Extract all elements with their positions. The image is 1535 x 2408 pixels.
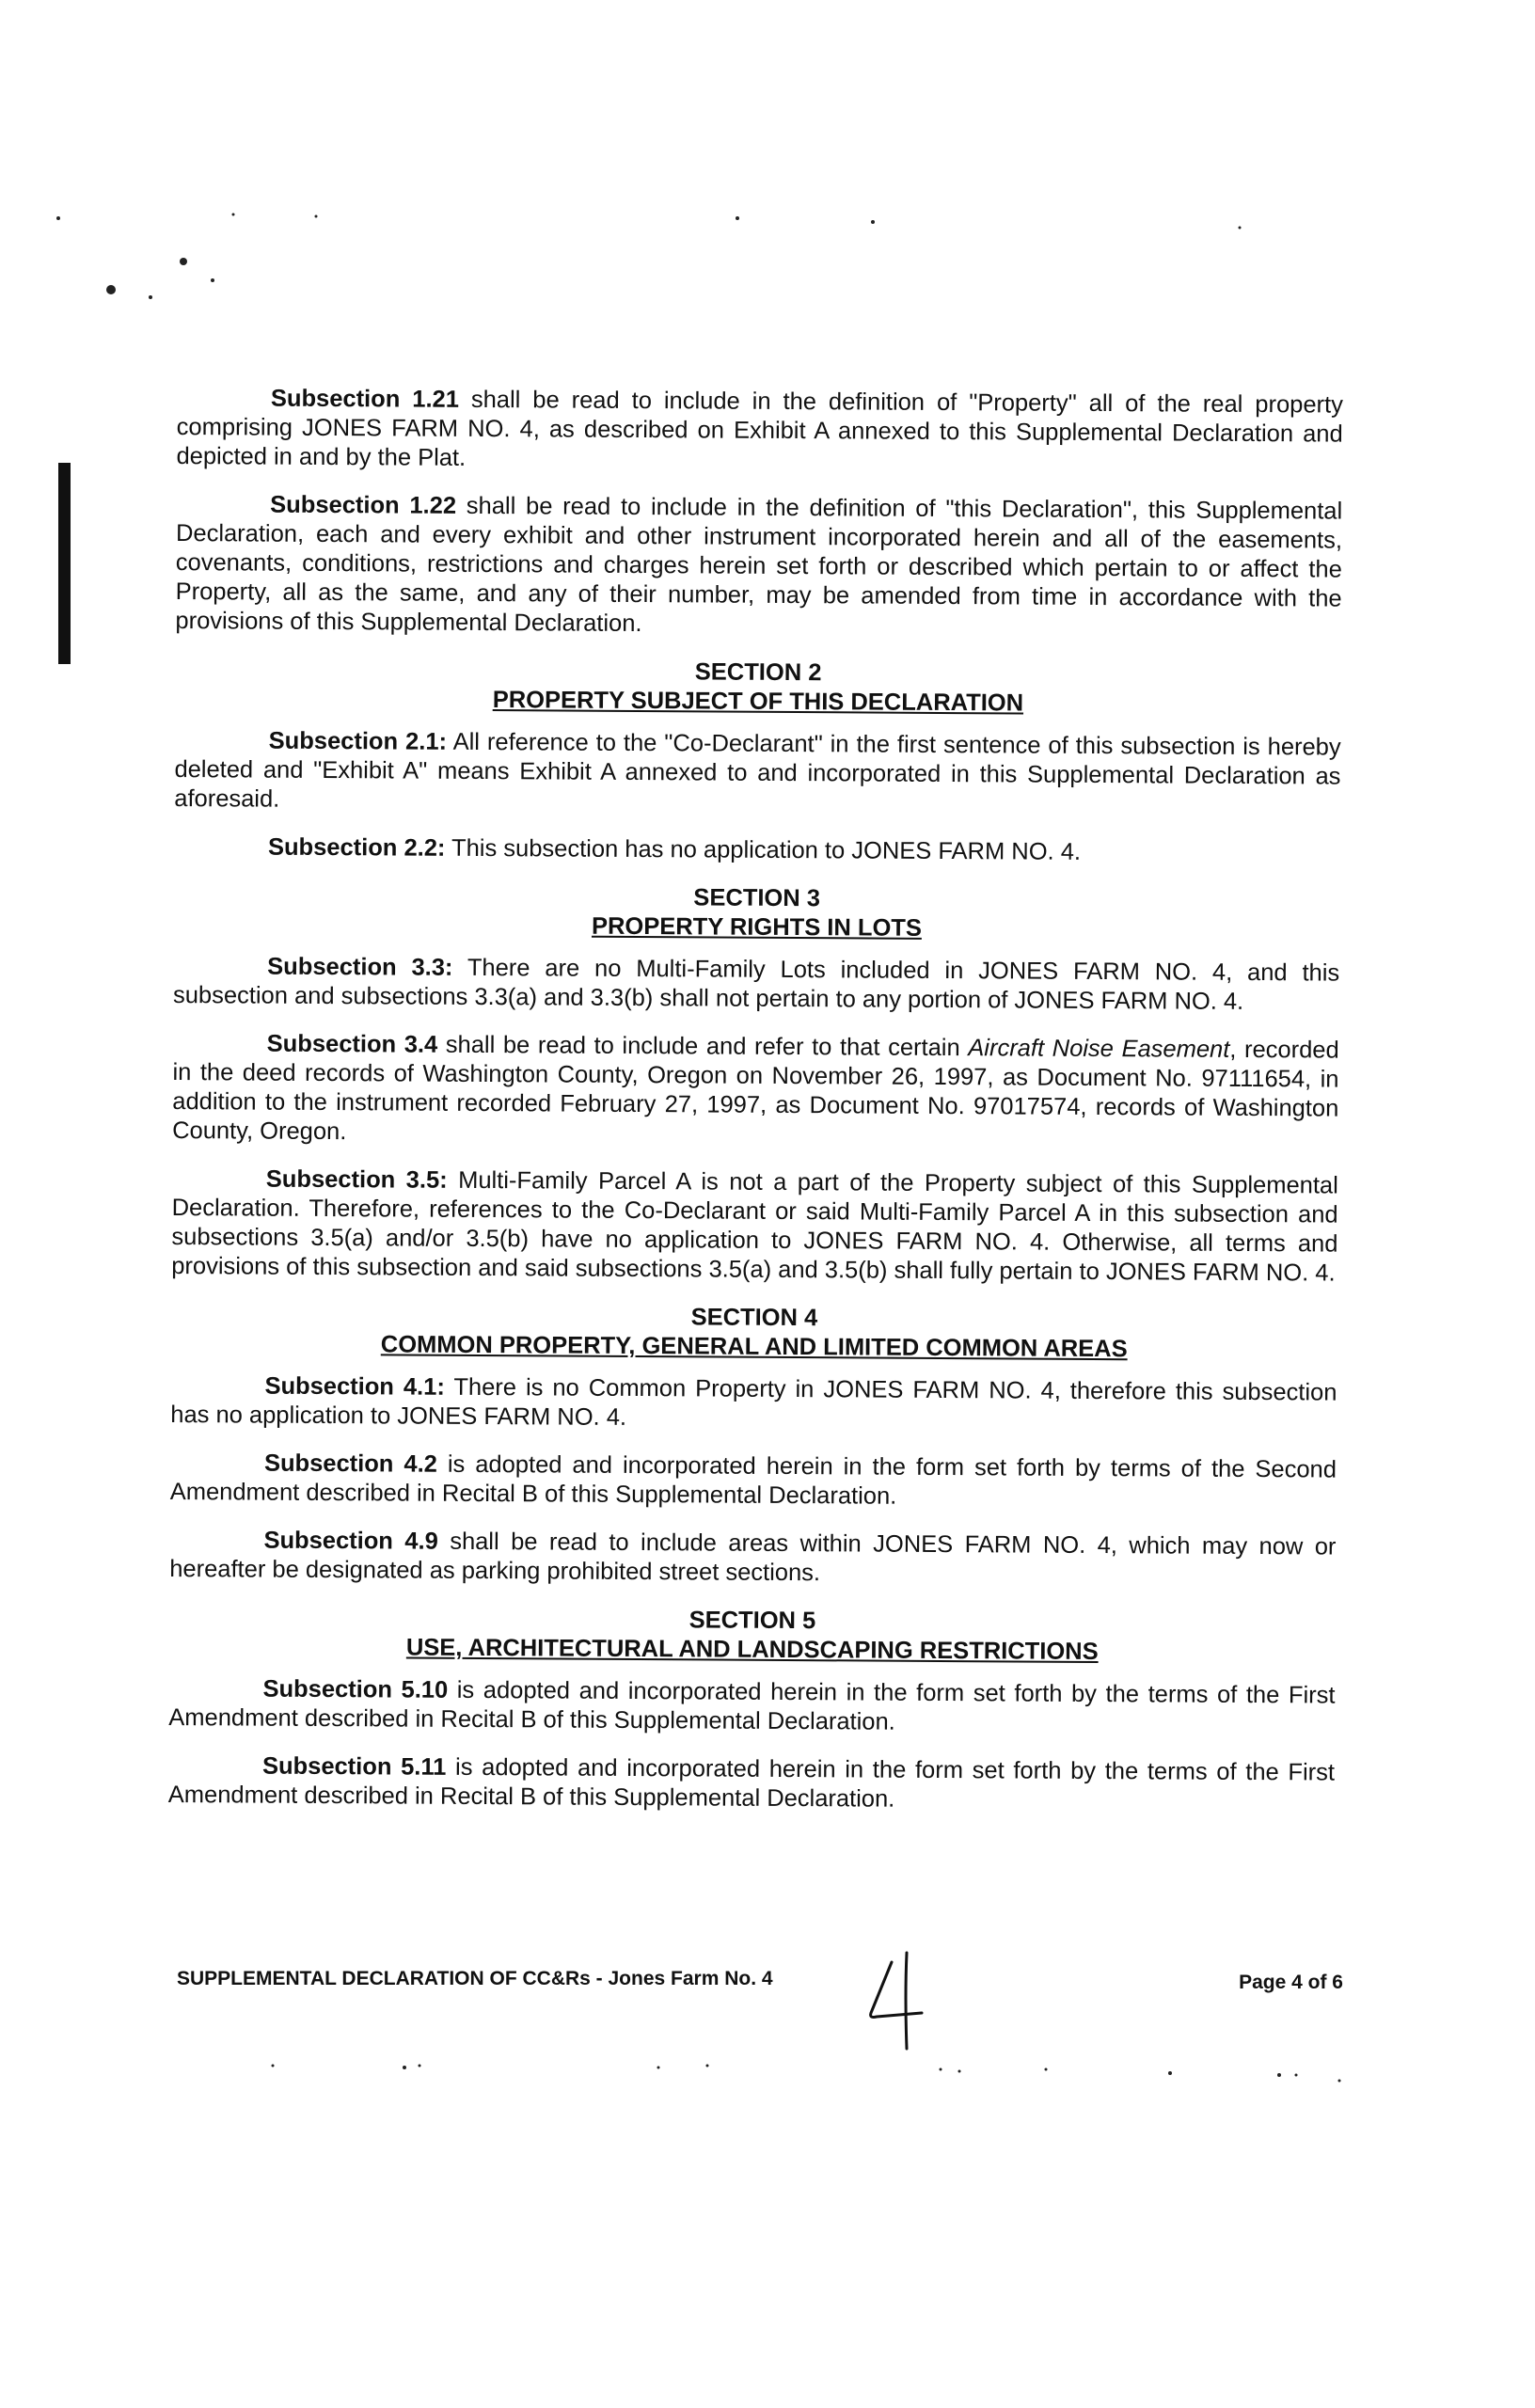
subsection-text: There are no Multi-Family Lots included in JONES FARM NO. 4, and this subsection and subsections 3.3(a) and 3.3(b) shall not pertain to any portion of JONES FARM NO. 4. — [172, 954, 1340, 1015]
section-heading: SECTION 3 — [693, 884, 821, 912]
section-title: COMMON PROPERTY, GENERAL AND LIMITED COMMON AREAS — [380, 1331, 1128, 1363]
subsection-text: is adopted and incorporated herein in the form set forth by the terms of the First Amendment described in Recital B of this Supplemental Declaration. — [167, 1753, 1336, 1813]
section-3-header — [173, 880, 1339, 946]
subsection-label: Subsection 3.3: — [267, 953, 453, 981]
document-body — [168, 384, 1343, 1836]
subsection-4-2 — [170, 1449, 1337, 1514]
subsection-3-5 — [171, 1164, 1338, 1289]
subsection-2-1 — [174, 726, 1341, 821]
subsection-text: shall be read to include in the definition of "this Declaration", this Supplemental Declaration, each and every exhibit and other instrument incorporated herein and all of the easements, covenants, conditions, restrictions and charges herein set forth or described which pertain to or affect the Property, all as the same, and any of their number, may be amended from time in accordance with the provisions of this Supplemental Declaration. — [175, 492, 1343, 638]
subsection-5-11 — [168, 1751, 1335, 1817]
scan-margin-bar — [58, 463, 71, 664]
subsection-label: Subsection 1.22 — [270, 491, 457, 519]
subsection-1-22 — [175, 490, 1342, 643]
subsection-text: is adopted and incorporated herein in the form set forth by terms of the Second Amendment described in Recital B of this Supplemental Declaration. — [169, 1450, 1337, 1510]
subsection-text: This subsection has no application to JONES FARM NO. 4. — [445, 834, 1082, 865]
section-2-header — [175, 655, 1341, 721]
section-4-header — [171, 1300, 1337, 1366]
subsection-label: Subsection 2.1: — [268, 727, 448, 755]
subsection-text-a: shall be read to include and refer to that certain — [437, 1031, 969, 1062]
subsection-text: shall be read to include in the definition of "Property" all of the real property comprising JONES FARM NO. 4, as described on Exhibit A annexed to this Supplemental Declaration and depicted in and by the Plat. — [176, 386, 1343, 471]
subsection-text: There is no Common Property in JONES FARM NO. 4, therefore this subsection has no application to JONES FARM NO. 4. — [170, 1373, 1337, 1431]
subsection-text: All reference to the "Co-Declarant" in the first sentence of this subsection is hereby deleted and "Exhibit A" means Exhibit A annexed to and incorporated in this Supplemental Declaration as aforesaid. — [174, 728, 1341, 813]
subsection-label: Subsection 4.2 — [263, 1450, 437, 1478]
subsection-1-21 — [176, 384, 1343, 479]
subsection-label: Subsection 4.1: — [264, 1372, 445, 1401]
section-5-header — [169, 1603, 1336, 1669]
subsection-5-10 — [168, 1674, 1335, 1740]
subsection-4-1 — [170, 1371, 1337, 1437]
section-heading: SECTION 2 — [694, 658, 822, 687]
subsection-label: Subsection 5.10 — [262, 1675, 449, 1703]
easement-title: Aircraft Noise Easement — [968, 1035, 1230, 1063]
subsection-label: Subsection 3.5: — [265, 1165, 448, 1194]
page-footer — [177, 1949, 1343, 2052]
subsection-3-3 — [173, 952, 1339, 1018]
subsection-label: Subsection 4.9 — [263, 1527, 438, 1555]
subsection-text: Multi-Family Parcel A is not a part of the Property subject of this Supplemental Declaration. Therefore, references to the Co-Declarant or said Multi-Family Parcel A in this subsection and subsections 3.5(a) and/or 3.5(b) have no application to JONES FARM NO. 4. Otherwise, all terms and provisions of this subsection and said subsections 3.5(a) and 3.5(b) shall fully pertain to JONES FARM NO. 4. — [171, 1166, 1338, 1287]
subsection-label: Subsection 3.4 — [266, 1030, 438, 1058]
subsection-2-2 — [174, 832, 1340, 869]
subsection-text: is adopted and incorporated herein in the form set forth by the terms of the First Amendment described in Recital B of this Supplemental Declaration. — [168, 1676, 1336, 1735]
section-title: USE, ARCHITECTURAL AND LANDSCAPING RESTRICTIONS — [405, 1634, 1099, 1666]
section-title: PROPERTY SUBJECT OF THIS DECLARATION — [492, 687, 1024, 717]
subsection-text-b: , recorded in the deed records of Washington County, Oregon on November 26, 1997, as Document No. 97111654, in addition to the instrument recorded February 27, 1997, as Document No. 97017574, records of Washington County, Oregon. — [172, 1036, 1339, 1146]
section-heading: SECTION 4 — [690, 1304, 818, 1332]
section-heading: SECTION 5 — [688, 1607, 816, 1635]
subsection-4-9 — [169, 1526, 1336, 1592]
handwritten-page-number — [863, 1949, 929, 2052]
page-number-label: Page 4 of 6 — [1239, 1972, 1343, 1993]
subsection-label: Subsection 5.11 — [261, 1752, 447, 1781]
subsection-text: shall be read to include areas within JONES FARM NO. 4, which may now or hereafter be designated as parking prohibited street sections. — [169, 1528, 1337, 1587]
subsection-3-4 — [172, 1029, 1339, 1153]
subsection-label: Subsection 1.21 — [270, 385, 460, 413]
section-title: PROPERTY RIGHTS IN LOTS — [591, 912, 923, 942]
subsection-label: Subsection 2.2: — [267, 833, 446, 862]
footer-document-title: SUPPLEMENTAL DECLARATION OF CC&Rs - Jones Farm No. 4 — [177, 1968, 773, 1989]
